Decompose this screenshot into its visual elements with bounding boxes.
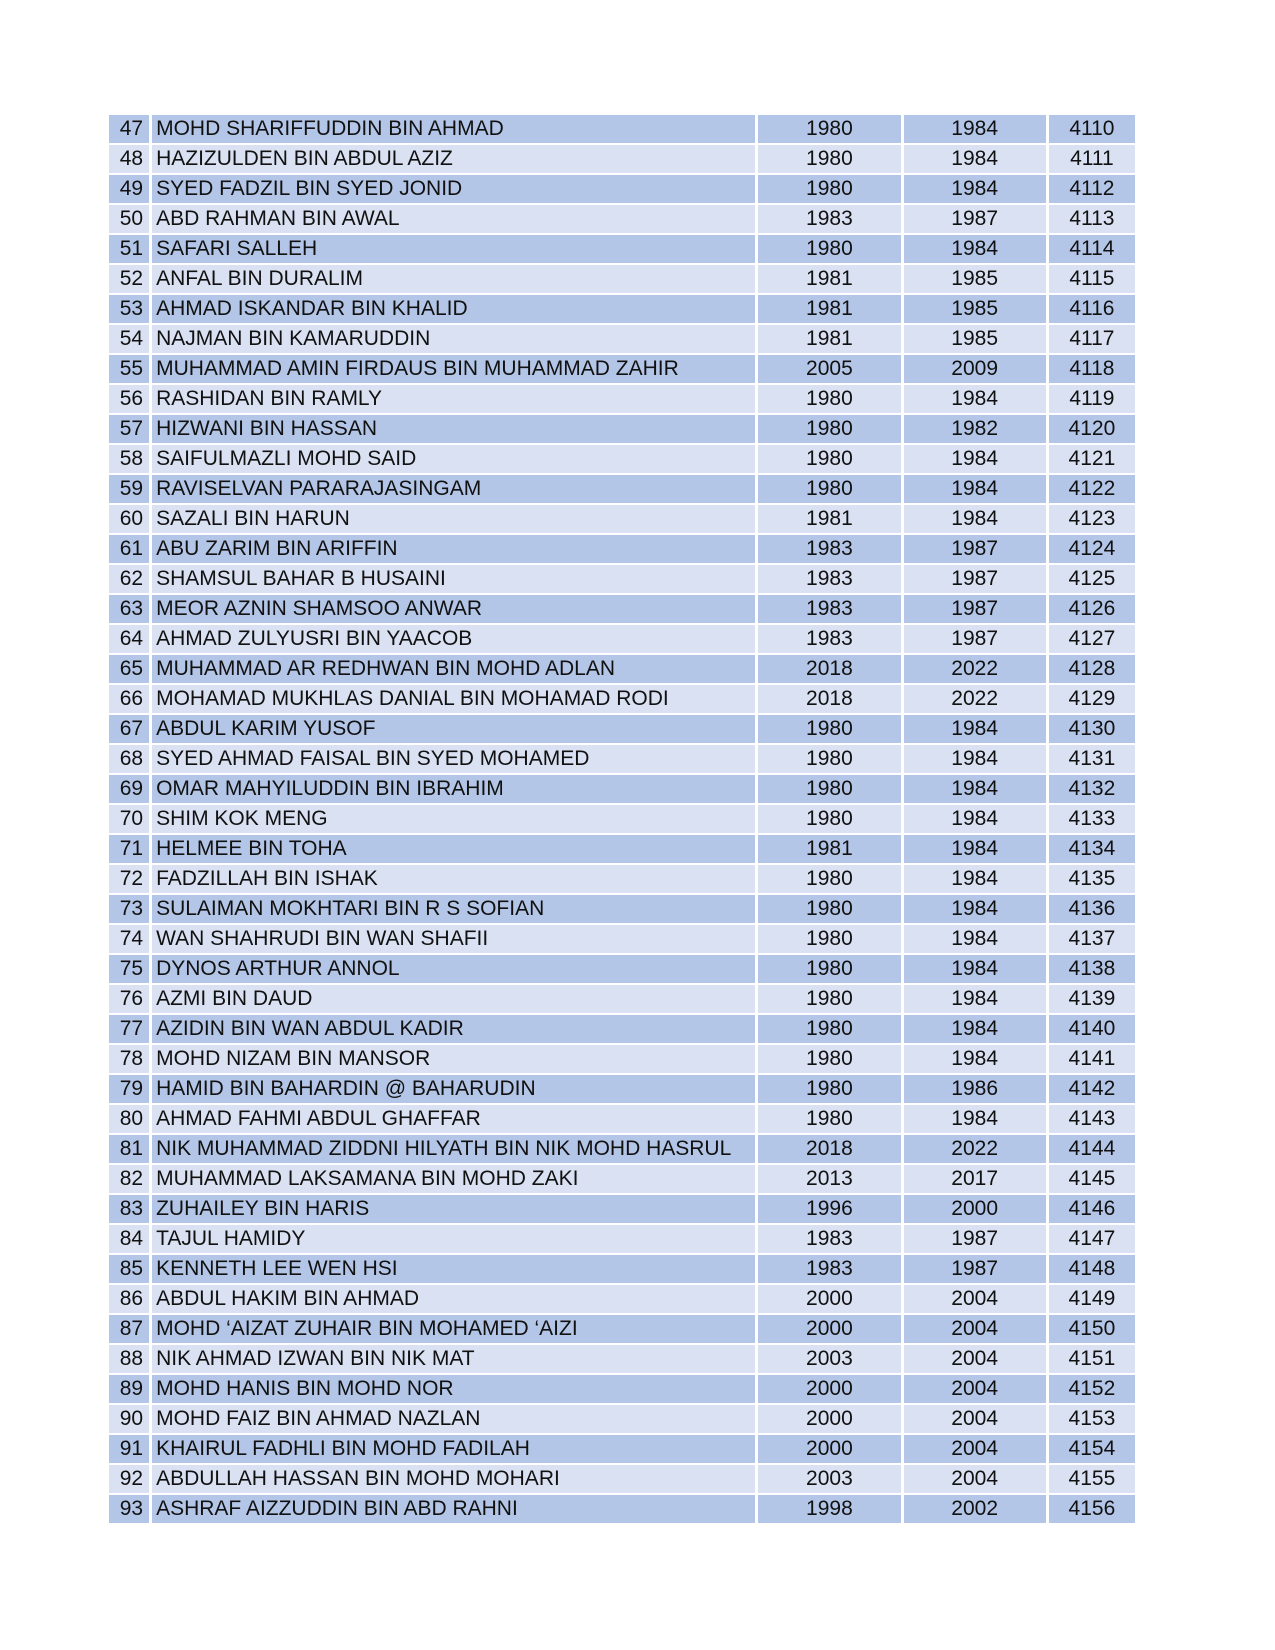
member-name-cell: RAVISELVAN PARARAJASINGAM (152, 475, 755, 503)
end-year-cell: 1984 (904, 925, 1046, 953)
member-id-cell: 4153 (1049, 1405, 1135, 1433)
member-name-cell: MOHD NIZAM BIN MANSOR (152, 1045, 755, 1073)
member-id-cell: 4154 (1049, 1435, 1135, 1463)
table-row (109, 985, 1135, 1013)
member-name-cell: KENNETH LEE WEN HSI (152, 1255, 755, 1283)
table-row (109, 385, 1135, 413)
member-name-cell: ASHRAF AIZZUDDIN BIN ABD RAHNI (152, 1495, 755, 1523)
member-id-cell: 4131 (1049, 745, 1135, 773)
row-number-cell: 90 (109, 1405, 149, 1433)
member-name-cell: SYED AHMAD FAISAL BIN SYED MOHAMED (152, 745, 755, 773)
table-row (109, 505, 1135, 533)
row-number-cell: 82 (109, 1165, 149, 1193)
table-row (109, 1285, 1135, 1313)
member-id-cell: 4122 (1049, 475, 1135, 503)
member-name-cell: NAJMAN BIN KAMARUDDIN (152, 325, 755, 353)
table-row (109, 1075, 1135, 1103)
start-year-cell: 1980 (758, 745, 900, 773)
member-name-cell: TAJUL HAMIDY (152, 1225, 755, 1253)
row-number-cell: 64 (109, 625, 149, 653)
end-year-cell: 2004 (904, 1465, 1046, 1493)
table-row (109, 1105, 1135, 1133)
member-name-cell: WAN SHAHRUDI BIN WAN SHAFII (152, 925, 755, 953)
table-row (109, 955, 1135, 983)
table-row (109, 865, 1135, 893)
member-name-cell: SULAIMAN MOKHTARI BIN R S SOFIAN (152, 895, 755, 923)
start-year-cell: 1981 (758, 295, 900, 323)
row-number-cell: 61 (109, 535, 149, 563)
end-year-cell: 2004 (904, 1375, 1046, 1403)
table-row (109, 1405, 1135, 1433)
member-id-cell: 4117 (1049, 325, 1135, 353)
start-year-cell: 1980 (758, 415, 900, 443)
start-year-cell: 1983 (758, 205, 900, 233)
member-id-cell: 4114 (1049, 235, 1135, 263)
member-name-cell: FADZILLAH BIN ISHAK (152, 865, 755, 893)
member-name-cell: ABDUL HAKIM BIN AHMAD (152, 1285, 755, 1313)
row-number-cell: 85 (109, 1255, 149, 1283)
row-number-cell: 47 (109, 115, 149, 143)
end-year-cell: 2022 (904, 1135, 1046, 1163)
member-id-cell: 4155 (1049, 1465, 1135, 1493)
end-year-cell: 2004 (904, 1315, 1046, 1343)
row-number-cell: 81 (109, 1135, 149, 1163)
row-number-cell: 71 (109, 835, 149, 863)
row-number-cell: 69 (109, 775, 149, 803)
start-year-cell: 1980 (758, 805, 900, 833)
member-id-cell: 4151 (1049, 1345, 1135, 1373)
row-number-cell: 80 (109, 1105, 149, 1133)
start-year-cell: 1983 (758, 1255, 900, 1283)
start-year-cell: 1980 (758, 985, 900, 1013)
member-name-cell: MUHAMMAD AR REDHWAN BIN MOHD ADLAN (152, 655, 755, 683)
table-row (109, 415, 1135, 443)
row-number-cell: 86 (109, 1285, 149, 1313)
row-number-cell: 92 (109, 1465, 149, 1493)
end-year-cell: 1984 (904, 445, 1046, 473)
table-row (109, 565, 1135, 593)
start-year-cell: 1981 (758, 325, 900, 353)
row-number-cell: 87 (109, 1315, 149, 1343)
start-year-cell: 1980 (758, 115, 900, 143)
table-row (109, 1045, 1135, 1073)
start-year-cell: 2000 (758, 1315, 900, 1343)
end-year-cell: 1984 (904, 145, 1046, 173)
table-row (109, 1435, 1135, 1463)
member-id-cell: 4136 (1049, 895, 1135, 923)
end-year-cell: 1985 (904, 325, 1046, 353)
member-id-cell: 4120 (1049, 415, 1135, 443)
table-row (109, 715, 1135, 743)
end-year-cell: 2022 (904, 685, 1046, 713)
member-name-cell: KHAIRUL FADHLI BIN MOHD FADILAH (152, 1435, 755, 1463)
member-name-cell: MOHD FAIZ BIN AHMAD NAZLAN (152, 1405, 755, 1433)
member-name-cell: AZMI BIN DAUD (152, 985, 755, 1013)
row-number-cell: 49 (109, 175, 149, 203)
member-name-cell: MEOR AZNIN SHAMSOO ANWAR (152, 595, 755, 623)
start-year-cell: 1981 (758, 505, 900, 533)
member-id-cell: 4113 (1049, 205, 1135, 233)
member-name-cell: MUHAMMAD LAKSAMANA BIN MOHD ZAKI (152, 1165, 755, 1193)
start-year-cell: 2013 (758, 1165, 900, 1193)
row-number-cell: 56 (109, 385, 149, 413)
member-id-cell: 4148 (1049, 1255, 1135, 1283)
member-id-cell: 4149 (1049, 1285, 1135, 1313)
row-number-cell: 88 (109, 1345, 149, 1373)
table-row (109, 265, 1135, 293)
member-id-cell: 4110 (1049, 115, 1135, 143)
table-row (109, 1255, 1135, 1283)
start-year-cell: 2003 (758, 1345, 900, 1373)
end-year-cell: 1984 (904, 805, 1046, 833)
end-year-cell: 2004 (904, 1345, 1046, 1373)
start-year-cell: 2000 (758, 1375, 900, 1403)
row-number-cell: 74 (109, 925, 149, 953)
member-id-cell: 4129 (1049, 685, 1135, 713)
member-id-cell: 4127 (1049, 625, 1135, 653)
start-year-cell: 1980 (758, 925, 900, 953)
member-id-cell: 4128 (1049, 655, 1135, 683)
end-year-cell: 1984 (904, 715, 1046, 743)
row-number-cell: 52 (109, 265, 149, 293)
end-year-cell: 1984 (904, 175, 1046, 203)
member-id-cell: 4143 (1049, 1105, 1135, 1133)
end-year-cell: 1984 (904, 1045, 1046, 1073)
row-number-cell: 60 (109, 505, 149, 533)
member-name-cell: HIZWANI BIN HASSAN (152, 415, 755, 443)
row-number-cell: 79 (109, 1075, 149, 1103)
end-year-cell: 2004 (904, 1285, 1046, 1313)
member-name-cell: AHMAD ZULYUSRI BIN YAACOB (152, 625, 755, 653)
member-id-cell: 4152 (1049, 1375, 1135, 1403)
member-name-cell: SYED FADZIL BIN SYED JONID (152, 175, 755, 203)
table-row (109, 175, 1135, 203)
row-number-cell: 73 (109, 895, 149, 923)
end-year-cell: 1984 (904, 115, 1046, 143)
table-row (109, 145, 1135, 173)
start-year-cell: 2000 (758, 1405, 900, 1433)
end-year-cell: 1984 (904, 985, 1046, 1013)
member-name-cell: OMAR MAHYILUDDIN BIN IBRAHIM (152, 775, 755, 803)
table-row (109, 355, 1135, 383)
table-row (109, 895, 1135, 923)
member-id-cell: 4125 (1049, 565, 1135, 593)
member-id-cell: 4116 (1049, 295, 1135, 323)
start-year-cell: 1980 (758, 385, 900, 413)
table-row (109, 1345, 1135, 1373)
table-row (109, 1135, 1135, 1163)
end-year-cell: 1984 (904, 1015, 1046, 1043)
member-name-cell: AZIDIN BIN WAN ABDUL KADIR (152, 1015, 755, 1043)
end-year-cell: 2004 (904, 1435, 1046, 1463)
member-name-cell: ZUHAILEY BIN HARIS (152, 1195, 755, 1223)
start-year-cell: 1980 (758, 895, 900, 923)
row-number-cell: 63 (109, 595, 149, 623)
row-number-cell: 78 (109, 1045, 149, 1073)
member-name-cell: MOHAMAD MUKHLAS DANIAL BIN MOHAMAD RODI (152, 685, 755, 713)
end-year-cell: 1987 (904, 1255, 1046, 1283)
start-year-cell: 1981 (758, 265, 900, 293)
member-id-cell: 4124 (1049, 535, 1135, 563)
end-year-cell: 1984 (904, 235, 1046, 263)
end-year-cell: 1984 (904, 775, 1046, 803)
end-year-cell: 1987 (904, 535, 1046, 563)
start-year-cell: 2005 (758, 355, 900, 383)
member-name-cell: HELMEE BIN TOHA (152, 835, 755, 863)
member-id-cell: 4138 (1049, 955, 1135, 983)
table-row (109, 1465, 1135, 1493)
row-number-cell: 57 (109, 415, 149, 443)
member-name-cell: HAZIZULDEN BIN ABDUL AZIZ (152, 145, 755, 173)
member-id-cell: 4144 (1049, 1135, 1135, 1163)
table-row (109, 775, 1135, 803)
start-year-cell: 2018 (758, 685, 900, 713)
start-year-cell: 1998 (758, 1495, 900, 1523)
end-year-cell: 2004 (904, 1405, 1046, 1433)
start-year-cell: 1980 (758, 1105, 900, 1133)
member-id-cell: 4134 (1049, 835, 1135, 863)
end-year-cell: 2009 (904, 355, 1046, 383)
table-row (109, 1225, 1135, 1253)
row-number-cell: 65 (109, 655, 149, 683)
end-year-cell: 1984 (904, 835, 1046, 863)
start-year-cell: 2000 (758, 1285, 900, 1313)
row-number-cell: 66 (109, 685, 149, 713)
end-year-cell: 1987 (904, 565, 1046, 593)
start-year-cell: 2003 (758, 1465, 900, 1493)
table-row (109, 1015, 1135, 1043)
member-name-cell: MOHD SHARIFFUDDIN BIN AHMAD (152, 115, 755, 143)
row-number-cell: 55 (109, 355, 149, 383)
table-row (109, 1165, 1135, 1193)
member-id-cell: 4123 (1049, 505, 1135, 533)
row-number-cell: 59 (109, 475, 149, 503)
end-year-cell: 1984 (904, 895, 1046, 923)
row-number-cell: 62 (109, 565, 149, 593)
member-id-cell: 4146 (1049, 1195, 1135, 1223)
member-id-cell: 4137 (1049, 925, 1135, 953)
row-number-cell: 76 (109, 985, 149, 1013)
row-number-cell: 72 (109, 865, 149, 893)
member-name-cell: HAMID BIN BAHARDIN @ BAHARUDIN (152, 1075, 755, 1103)
start-year-cell: 1980 (758, 955, 900, 983)
member-name-cell: MOHD HANIS BIN MOHD NOR (152, 1375, 755, 1403)
member-id-cell: 4150 (1049, 1315, 1135, 1343)
member-name-cell: ABU ZARIM BIN ARIFFIN (152, 535, 755, 563)
member-id-cell: 4140 (1049, 1015, 1135, 1043)
end-year-cell: 1986 (904, 1075, 1046, 1103)
member-name-cell: MUHAMMAD AMIN FIRDAUS BIN MUHAMMAD ZAHIR (152, 355, 755, 383)
row-number-cell: 93 (109, 1495, 149, 1523)
member-id-cell: 4145 (1049, 1165, 1135, 1193)
member-name-cell: NIK AHMAD IZWAN BIN NIK MAT (152, 1345, 755, 1373)
start-year-cell: 1983 (758, 595, 900, 623)
row-number-cell: 58 (109, 445, 149, 473)
start-year-cell: 1996 (758, 1195, 900, 1223)
row-number-cell: 84 (109, 1225, 149, 1253)
row-number-cell: 75 (109, 955, 149, 983)
member-name-cell: MOHD ‘AIZAT ZUHAIR BIN MOHAMED ‘AIZI (152, 1315, 755, 1343)
table-row (109, 1315, 1135, 1343)
member-name-cell: SAIFULMAZLI MOHD SAID (152, 445, 755, 473)
table-row (109, 325, 1135, 353)
member-table (106, 113, 1138, 1525)
start-year-cell: 1980 (758, 715, 900, 743)
member-id-cell: 4118 (1049, 355, 1135, 383)
table-row (109, 295, 1135, 323)
table-row (109, 535, 1135, 563)
member-name-cell: SAZALI BIN HARUN (152, 505, 755, 533)
end-year-cell: 1984 (904, 865, 1046, 893)
member-id-cell: 4147 (1049, 1225, 1135, 1253)
member-id-cell: 4141 (1049, 1045, 1135, 1073)
member-id-cell: 4119 (1049, 385, 1135, 413)
start-year-cell: 1980 (758, 235, 900, 263)
end-year-cell: 1987 (904, 1225, 1046, 1253)
end-year-cell: 1985 (904, 265, 1046, 293)
table-row (109, 1375, 1135, 1403)
table-row (109, 655, 1135, 683)
start-year-cell: 1980 (758, 175, 900, 203)
member-id-cell: 4156 (1049, 1495, 1135, 1523)
table-row (109, 205, 1135, 233)
member-name-cell: ABD RAHMAN BIN AWAL (152, 205, 755, 233)
start-year-cell: 2000 (758, 1435, 900, 1463)
start-year-cell: 1983 (758, 1225, 900, 1253)
end-year-cell: 1984 (904, 475, 1046, 503)
end-year-cell: 1984 (904, 955, 1046, 983)
member-name-cell: AHMAD ISKANDAR BIN KHALID (152, 295, 755, 323)
member-name-cell: AHMAD FAHMI ABDUL GHAFFAR (152, 1105, 755, 1133)
table-row (109, 625, 1135, 653)
member-id-cell: 4130 (1049, 715, 1135, 743)
member-id-cell: 4111 (1049, 145, 1135, 173)
member-name-cell: SHIM KOK MENG (152, 805, 755, 833)
row-number-cell: 70 (109, 805, 149, 833)
table-row (109, 1495, 1135, 1523)
row-number-cell: 91 (109, 1435, 149, 1463)
start-year-cell: 1980 (758, 1015, 900, 1043)
row-number-cell: 83 (109, 1195, 149, 1223)
end-year-cell: 1984 (904, 385, 1046, 413)
member-name-cell: SHAMSUL BAHAR B HUSAINI (152, 565, 755, 593)
table-row (109, 475, 1135, 503)
row-number-cell: 89 (109, 1375, 149, 1403)
end-year-cell: 2000 (904, 1195, 1046, 1223)
member-id-cell: 4133 (1049, 805, 1135, 833)
end-year-cell: 2022 (904, 655, 1046, 683)
start-year-cell: 1980 (758, 145, 900, 173)
start-year-cell: 1980 (758, 475, 900, 503)
table-row (109, 925, 1135, 953)
end-year-cell: 1984 (904, 745, 1046, 773)
row-number-cell: 77 (109, 1015, 149, 1043)
row-number-cell: 48 (109, 145, 149, 173)
member-id-cell: 4135 (1049, 865, 1135, 893)
member-id-cell: 4139 (1049, 985, 1135, 1013)
table-row (109, 115, 1135, 143)
member-name-cell: NIK MUHAMMAD ZIDDNI HILYATH BIN NIK MOHD HASRUL (152, 1135, 755, 1163)
start-year-cell: 1983 (758, 535, 900, 563)
start-year-cell: 1981 (758, 835, 900, 863)
row-number-cell: 53 (109, 295, 149, 323)
start-year-cell: 2018 (758, 1135, 900, 1163)
row-number-cell: 67 (109, 715, 149, 743)
member-id-cell: 4112 (1049, 175, 1135, 203)
start-year-cell: 1980 (758, 445, 900, 473)
end-year-cell: 1987 (904, 595, 1046, 623)
end-year-cell: 1984 (904, 1105, 1046, 1133)
start-year-cell: 2018 (758, 655, 900, 683)
end-year-cell: 2017 (904, 1165, 1046, 1193)
end-year-cell: 1982 (904, 415, 1046, 443)
table-row (109, 595, 1135, 623)
start-year-cell: 1983 (758, 565, 900, 593)
table-row (109, 805, 1135, 833)
member-id-cell: 4132 (1049, 775, 1135, 803)
member-name-cell: SAFARI SALLEH (152, 235, 755, 263)
end-year-cell: 1985 (904, 295, 1046, 323)
row-number-cell: 51 (109, 235, 149, 263)
end-year-cell: 1987 (904, 205, 1046, 233)
row-number-cell: 68 (109, 745, 149, 773)
start-year-cell: 1980 (758, 1075, 900, 1103)
row-number-cell: 54 (109, 325, 149, 353)
table-row (109, 235, 1135, 263)
member-name-cell: DYNOS ARTHUR ANNOL (152, 955, 755, 983)
start-year-cell: 1983 (758, 625, 900, 653)
end-year-cell: 2002 (904, 1495, 1046, 1523)
start-year-cell: 1980 (758, 865, 900, 893)
table-row (109, 445, 1135, 473)
start-year-cell: 1980 (758, 775, 900, 803)
member-id-cell: 4142 (1049, 1075, 1135, 1103)
member-name-cell: ABDUL KARIM YUSOF (152, 715, 755, 743)
table-row (109, 1195, 1135, 1223)
end-year-cell: 1984 (904, 505, 1046, 533)
member-id-cell: 4115 (1049, 265, 1135, 293)
table-row (109, 835, 1135, 863)
member-name-cell: ABDULLAH HASSAN BIN MOHD MOHARI (152, 1465, 755, 1493)
member-id-cell: 4126 (1049, 595, 1135, 623)
end-year-cell: 1987 (904, 625, 1046, 653)
member-id-cell: 4121 (1049, 445, 1135, 473)
member-name-cell: RASHIDAN BIN RAMLY (152, 385, 755, 413)
table-row (109, 685, 1135, 713)
member-table-body (109, 115, 1135, 1523)
table-row (109, 745, 1135, 773)
start-year-cell: 1980 (758, 1045, 900, 1073)
member-name-cell: ANFAL BIN DURALIM (152, 265, 755, 293)
row-number-cell: 50 (109, 205, 149, 233)
